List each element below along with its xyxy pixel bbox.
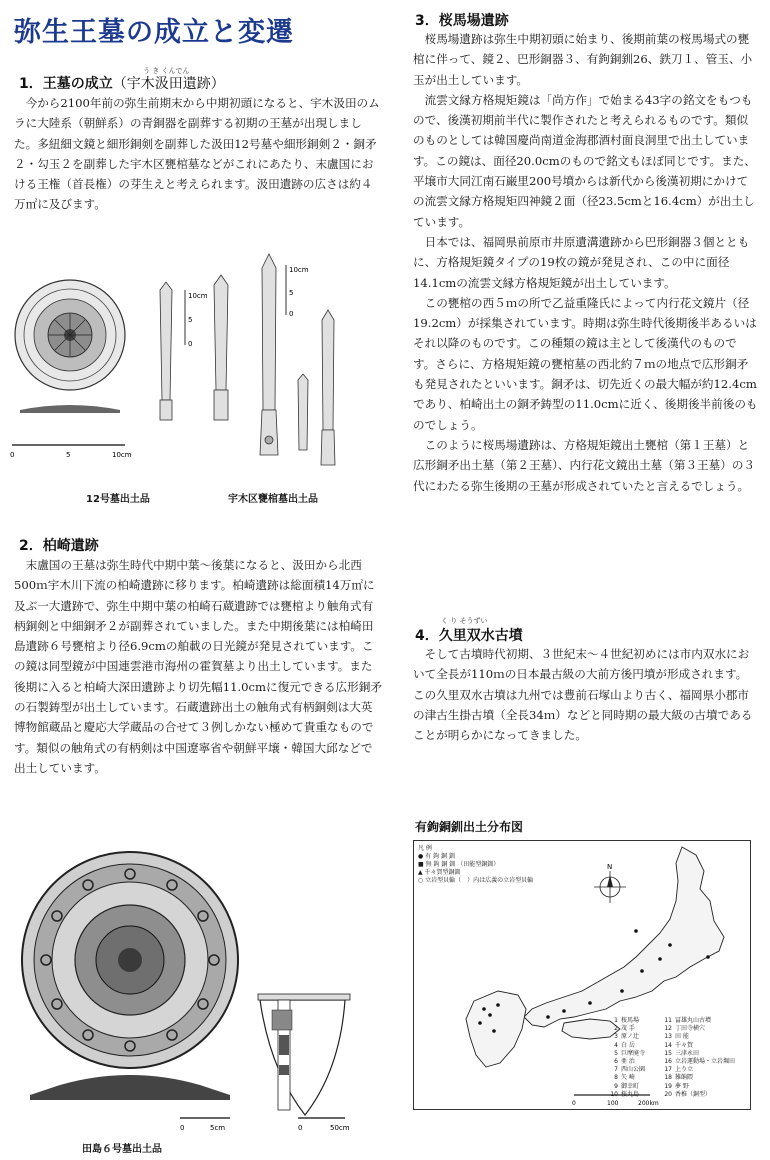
section1-ruby: う き くんでん xyxy=(143,67,190,75)
site-entry: 16 立岩運動場・立岩堀田 xyxy=(664,1058,736,1066)
section1-figure xyxy=(0,250,390,510)
scale-e-0: 0 xyxy=(298,1124,303,1132)
legend-item: ● 有 鉤 銅 釧 xyxy=(418,853,455,860)
site-entry: 3 原ノ辻 xyxy=(614,1033,640,1041)
site-entry: 6 亜 治 xyxy=(614,1058,635,1066)
page-title: 弥生王墓の成立と変遷 xyxy=(14,17,294,48)
site-entry: 5 巨摩廃寺 xyxy=(614,1049,646,1057)
scale-b-5: 5 xyxy=(188,316,193,324)
scale-c-10: 10cm xyxy=(289,266,309,274)
section3-heading: 3．桜馬場遺跡 xyxy=(415,13,509,29)
section1-heading-text: 1．王墓の成立 xyxy=(19,76,113,92)
site-entry: 7 西山公園 xyxy=(614,1066,646,1074)
legend-item-text: 有 鉤 銅 釧 xyxy=(425,853,455,860)
scale-d-5: 5cm xyxy=(210,1124,226,1132)
section4-body xyxy=(413,644,758,745)
section1-body xyxy=(14,93,382,215)
legend-item: ■ 無 鉤 銅 釧 （田能型銅釧） xyxy=(418,861,500,868)
mirror-tajima-illustration xyxy=(22,852,238,1068)
site-list-left xyxy=(608,1017,645,1099)
section4-paragraph: そして古墳時代初期、３世紀末～４世紀初めには市内双水において全長が110ｍの日本最古級の大前方後円墳が形成されます。この久里双水古墳は九州では豊前石塚山より古く、福岡県小郡市の津古生掛古墳（全長34ｍ）などと同時期の最大級の古墳であることが明らかになってきました。 xyxy=(413,647,753,743)
distribution-map xyxy=(413,840,751,1110)
map-scale-0: 0 xyxy=(572,1100,576,1107)
caption-12-grave: 12号墓出土品 xyxy=(86,494,150,505)
scale-b-10: 10cm xyxy=(188,292,208,300)
site-entry: 11 冨雄丸山古墳 xyxy=(664,1017,712,1024)
site-entry: 13 田 能 xyxy=(664,1033,689,1041)
site-entry: 18 雑餉隈 xyxy=(664,1074,694,1082)
legend-item-text: 千々賀型銅釧 xyxy=(424,869,461,876)
section3-paragraph: このように桜馬場遺跡は、方格規矩鏡出土甕棺（第１王墓）と広形銅矛出土墓（第２王墓）、内行花文鏡出土墓（第３王墓）の３代にわたる弥生後期の王墓が形成されていたと言えるでしょう。 xyxy=(413,437,756,493)
mirror-tajima-profile xyxy=(30,1075,230,1100)
section3-paragraph: この甕棺の西５ｍの所で乙益重隆氏によって内行花文鏡片（径19.2cm）が採集されています。時期は弥生時代後期後半あるいはそれ以降のものです。この種類の鏡は主として後漢代のものです。さらに、方格規矩鏡の甕棺墓の西北約７ｍの地点で広形銅矛も発見されたといいます。銅矛は、切先近くの最大幅が約12.4cmであり、柏崎出土の銅矛鋳型の11.0cmに近く、後期後半前後のものでしょう。 xyxy=(413,295,758,432)
caption-tajima: 田島６号墓出土品 xyxy=(82,1144,162,1155)
weapons-illustration xyxy=(160,254,335,465)
scale-e-50: 50cm xyxy=(330,1124,350,1132)
section3-paragraph: 流雲文縁方格規矩鏡は「尚方作」で始まる43字の銘文をもつもので、後漢初期前半代に製作されたと考えられるものです。類似のものとしては韓国慶尚南道金海郡酒村面良洞里で出土しています。この鏡は、面径20.0cmのもので銘文もほぼ同じです。また、平壌市大同江南石巌里200号墳からは新代から後漢初期にかけての流雲文縁方格規矩四神鏡２面（径23.5cmと16.4cm）が出土しています。 xyxy=(413,92,756,229)
jar-coffin-illustration xyxy=(258,994,350,1115)
site-entry: 10 桜丸島 xyxy=(610,1090,640,1098)
site-list-right xyxy=(662,1017,735,1099)
scale-d-0: 0 xyxy=(180,1124,185,1132)
caption-uki-jar: 宇木区甕棺墓出土品 xyxy=(228,494,318,505)
section1-heading xyxy=(19,73,225,93)
legend-item: ▲ 千々賀型銅釧 xyxy=(418,869,461,876)
section1-paragraph: 今から2100年前の弥生前期末から中期初頭になると、宇木汲田のムラに大陸系（朝鮮系）の青銅器を副葬する初期の王墓が出現しました。多紐細文鏡と細形銅剣を副葬した汲田12号墓や細形銅剣２・銅矛２・勾玉２を副葬した宇木区甕棺墓などがこれにあたり、末盧国における王権（首長権）の芽生えと考えられます。汲田遺跡の広さは約４万㎡に及びます。 xyxy=(14,96,380,212)
section1-subheading: （宇木汲田遺跡） xyxy=(112,76,225,92)
site-entry: 20 香椎（銅型） xyxy=(664,1090,712,1098)
scale-b-0: 0 xyxy=(188,340,193,348)
section4-heading: 4．久里双水古墳 xyxy=(415,628,523,644)
map-scale-100: 100 xyxy=(607,1100,619,1107)
site-entry: 8 矢 崎 xyxy=(614,1074,635,1082)
site-entry: 2 茂 手 xyxy=(614,1025,635,1033)
map-heading: 有鉤銅釧出土分布図 xyxy=(415,820,524,834)
scale-a-10: 10cm xyxy=(112,451,132,459)
section2-figure xyxy=(0,850,390,1140)
map-scale-200: 200km xyxy=(638,1100,659,1107)
legend-item: ○ 立岩型貝輪（ ）内は広義の立岩型貝輪 xyxy=(418,877,534,884)
legend-title: 凡 例 xyxy=(418,845,432,852)
section2-paragraph: 末盧国の王墓は弥生時代中期中葉～後葉になると、汲田から北西500ｍ宇木川下流の柏崎遺跡に移ります。柏崎遺跡は総面積14万㎡に及ぶ一大遺跡で、弥生中期中葉の柏崎石蔵遺跡では甕棺より触角式有柄銅剣と中細銅矛２が副葬されていました。また中期後葉には柏崎田島遺跡６号甕棺より径6.9cmの舶載の日光鏡が発見されています。この鏡は同型鏡が中国連雲港市海州の霍賀墓より出土しています。また後期に入ると柏崎大深田遺跡より切先幅11.0cmに復元できる広形銅矛の石製鋳型が出土しています。石蔵遺跡出土の触角式有柄銅剣は大英博物館蔵品と慶応大学蔵品の合せて３例しかない極めて貴重なものです。類似の触角式の有柄剣は中国遼寧省や朝鮮平壌・韓国大邱などで出土しています。 xyxy=(14,558,382,775)
site-entry: 4 白 岳 xyxy=(614,1041,635,1049)
scale-a-5: 5 xyxy=(66,451,71,459)
legend-item-text: 立岩型貝輪（ ）内は広義の立岩型貝輪 xyxy=(425,877,534,884)
site-entry: 1 桜馬場 xyxy=(614,1017,640,1024)
section3-body xyxy=(413,29,758,496)
site-entry: 19 夢 野 xyxy=(664,1082,689,1090)
compass-label: N xyxy=(607,863,613,871)
section3-paragraph: 日本では、福岡県前原市井原遺溝遺跡から巴形銅器３個とともに、方格規矩鏡タイプの19枚の鏡が発見され、この中に面径14.1cmの流雲文縁方格規矩鏡が出土しています。 xyxy=(413,234,750,290)
site-entry: 17 上り立 xyxy=(664,1066,694,1074)
mirror-12-illustration xyxy=(15,280,125,390)
site-entry: 9 御幸町 xyxy=(614,1082,640,1090)
legend-item-text: 無 鉤 銅 釧 （田能型銅釧） xyxy=(425,861,500,868)
site-entry: 14 千々賀 xyxy=(664,1041,694,1049)
section4-ruby: く り そうずい xyxy=(441,617,488,625)
scale-c-5: 5 xyxy=(289,289,294,297)
section2-heading: 2．柏崎遺跡 xyxy=(19,538,99,554)
section2-body xyxy=(14,555,382,778)
mirror-12-profile xyxy=(20,405,120,413)
scale-c-0: 0 xyxy=(289,310,294,318)
scale-a-0: 0 xyxy=(10,451,15,459)
site-entry: 15 三津永田 xyxy=(664,1049,700,1057)
section3-paragraph: 桜馬場遺跡は弥生中期初頭に始まり、後期前葉の桜馬場式の甕棺に伴って、鏡２、巴形銅器３、有鉤銅釧26、鉄刀１、管玉、小玉が出土しています。 xyxy=(413,32,753,87)
site-entry: 12 丁田寺横穴 xyxy=(664,1025,706,1033)
compass-icon xyxy=(594,871,626,903)
